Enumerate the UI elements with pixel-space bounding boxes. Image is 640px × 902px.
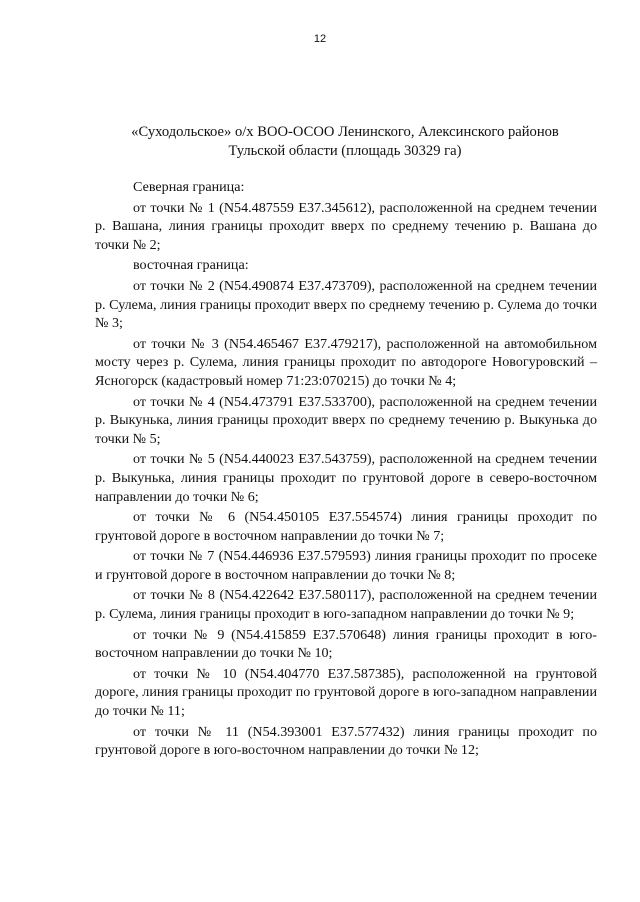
section-heading-north: Северная граница:: [133, 179, 245, 195]
boundary-point-1: от точки № 1 (N54.487559 E37.345612), расположенной на среднем течении р. Вашана, линия границы проходит вверх по среднему течению р. Вашана до точки № 2;: [95, 199, 597, 253]
section-heading-east: восточная граница:: [133, 257, 249, 274]
boundary-point-5: от точки № 5 (N54.440023 E37.543759), расположенной на среднем течении р. Выкунька, линия границы проходит по грунтовой дороге в северо-восточном направлении до точки № 6;: [95, 451, 597, 505]
title-line-1: «Суходольское» о/х ВОО-ОСОО Ленинского, Алексинского районов: [131, 124, 559, 140]
document-title: [95, 123, 595, 161]
document-body: [95, 178, 597, 762]
boundary-point-3: от точки № 3 (N54.465467 E37.479217), расположенной на автомобильном мосту через р. Сулема, линия границы проходит по автодороге Новогуровский – Ясногорск (кадастровый номер 71:23:070215) до точки № 4;: [95, 335, 597, 389]
boundary-point-8: от точки № 8 (N54.422642 E37.580117), расположенной на среднем течении р. Сулема, линия границы проходит в юго-западном направлении до точки № 9;: [95, 587, 597, 623]
boundary-point-2: от точки № 2 (N54.490874 E37.473709), расположенной на среднем течении р. Сулема, линия границы проходит вверх по среднему течению р. Сулема до точки № 3;: [95, 277, 597, 332]
title-line-2: Тульской области (площадь 30329 га): [228, 143, 462, 159]
boundary-point-4: от точки № 4 (N54.473791 E37.533700), расположенной на среднем течении р. Выкунька, линия границы проходит вверх по среднему течению р. Выкунька до точки № 5;: [95, 393, 597, 447]
boundary-point-10: от точки № 10 (N54.404770 E37.587385), расположенной на грунтовой дороге, линия границы проходит по грунтовой дороге в юго-западном направлении до точки № 11;: [95, 665, 597, 720]
page-number: 12: [313, 33, 327, 45]
boundary-point-7: от точки № 7 (N54.446936 E37.579593) линия границы проходит по просеке и грунтовой дороге в восточном направлении до точки № 8;: [95, 548, 597, 583]
boundary-point-6: от точки № 6 (N54.450105 E37.554574) линия границы проходит по грунтовой дороге в восточном направлении до точки № 7;: [95, 509, 597, 544]
boundary-point-11: от точки № 11 (N54.393001 E37.577432) линия границы проходит по грунтовой дороге в юго-восточном направлении до точки № 12;: [95, 723, 597, 759]
boundary-point-9: от точки № 9 (N54.415859 E37.570648) линия границы проходит в юго-восточном направлении до точки № 10;: [95, 626, 597, 662]
